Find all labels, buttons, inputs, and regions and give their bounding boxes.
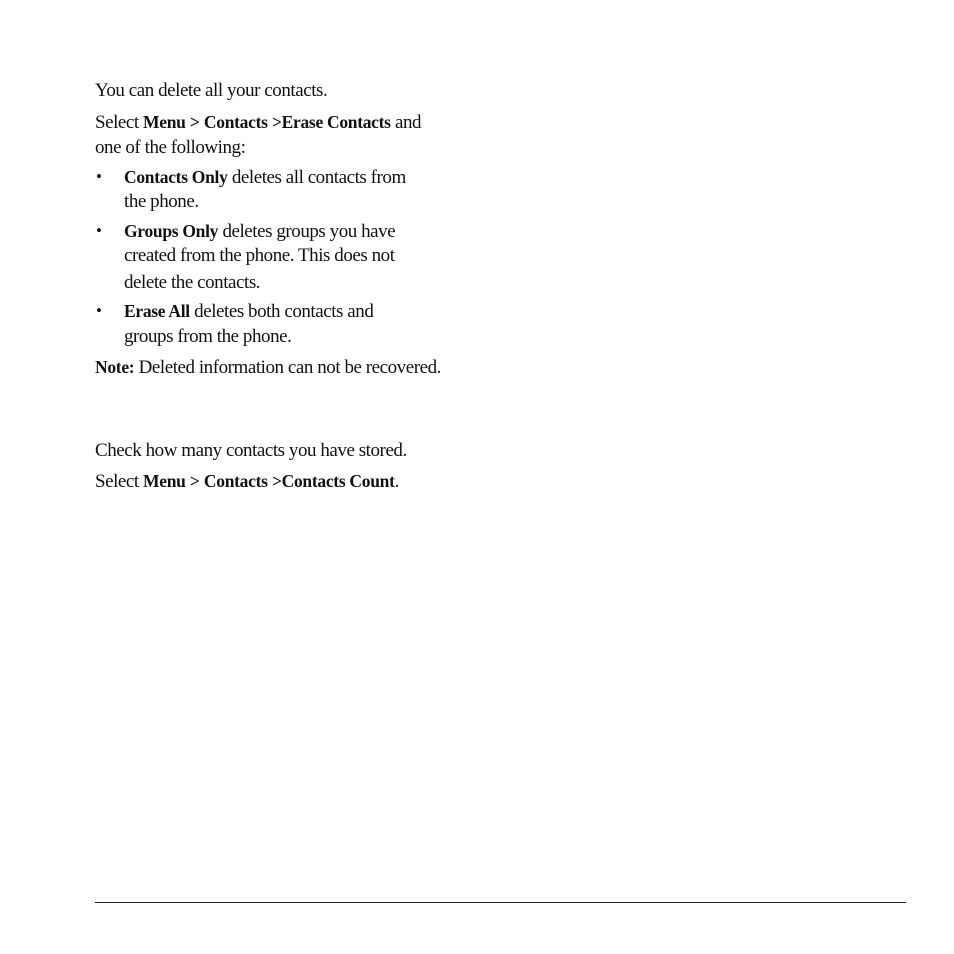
bullet-marker: • xyxy=(96,221,102,240)
contacts-term: Contacts xyxy=(203,471,268,491)
separator: > xyxy=(189,112,200,132)
separator: > xyxy=(271,112,282,132)
footer-divider xyxy=(95,902,906,903)
contacts-only-term: Contacts Only xyxy=(124,167,228,187)
menu-term: Menu xyxy=(143,471,186,491)
groups-only-term: Groups Only xyxy=(124,221,219,241)
count-instruction-line xyxy=(95,470,399,493)
select-word: Select xyxy=(95,112,139,133)
bullet-text: the phone. xyxy=(124,191,199,212)
bullet-marker: • xyxy=(96,167,102,186)
erase-instruction-continuation: one of the following: xyxy=(95,137,246,158)
note-label: Note: xyxy=(95,357,135,377)
separator: > xyxy=(271,471,282,491)
contacts-count-term: Contacts Count xyxy=(281,471,395,491)
note xyxy=(95,356,441,379)
erase-all-term: Erase All xyxy=(124,301,190,321)
separator: > xyxy=(189,471,200,491)
select-word: Select xyxy=(95,471,139,492)
note-text: Deleted information can not be recovered. xyxy=(138,357,441,378)
bullet-marker: • xyxy=(96,301,102,320)
bullet-text: deletes all contacts from xyxy=(231,167,406,188)
and-word: and xyxy=(395,112,422,133)
bullet-text: groups from the phone. xyxy=(124,326,292,347)
erase-instruction-line xyxy=(95,111,421,134)
bullet-contacts-only xyxy=(124,166,406,189)
bullet-erase-all xyxy=(124,300,373,323)
bullet-text: delete the contacts. xyxy=(124,272,261,293)
bullet-groups-only xyxy=(124,220,395,243)
period: . xyxy=(394,471,399,492)
bullet-text: deletes groups you have xyxy=(222,221,396,242)
erase-contacts-term: Erase Contacts xyxy=(281,112,391,132)
erase-intro: You can delete all your contacts. xyxy=(95,80,328,101)
menu-term: Menu xyxy=(143,112,186,132)
bullet-text: deletes both contacts and xyxy=(194,301,374,322)
bullet-text: created from the phone. This does not xyxy=(124,245,395,266)
contacts-term: Contacts xyxy=(203,112,268,132)
count-intro: Check how many contacts you have stored. xyxy=(95,440,407,461)
